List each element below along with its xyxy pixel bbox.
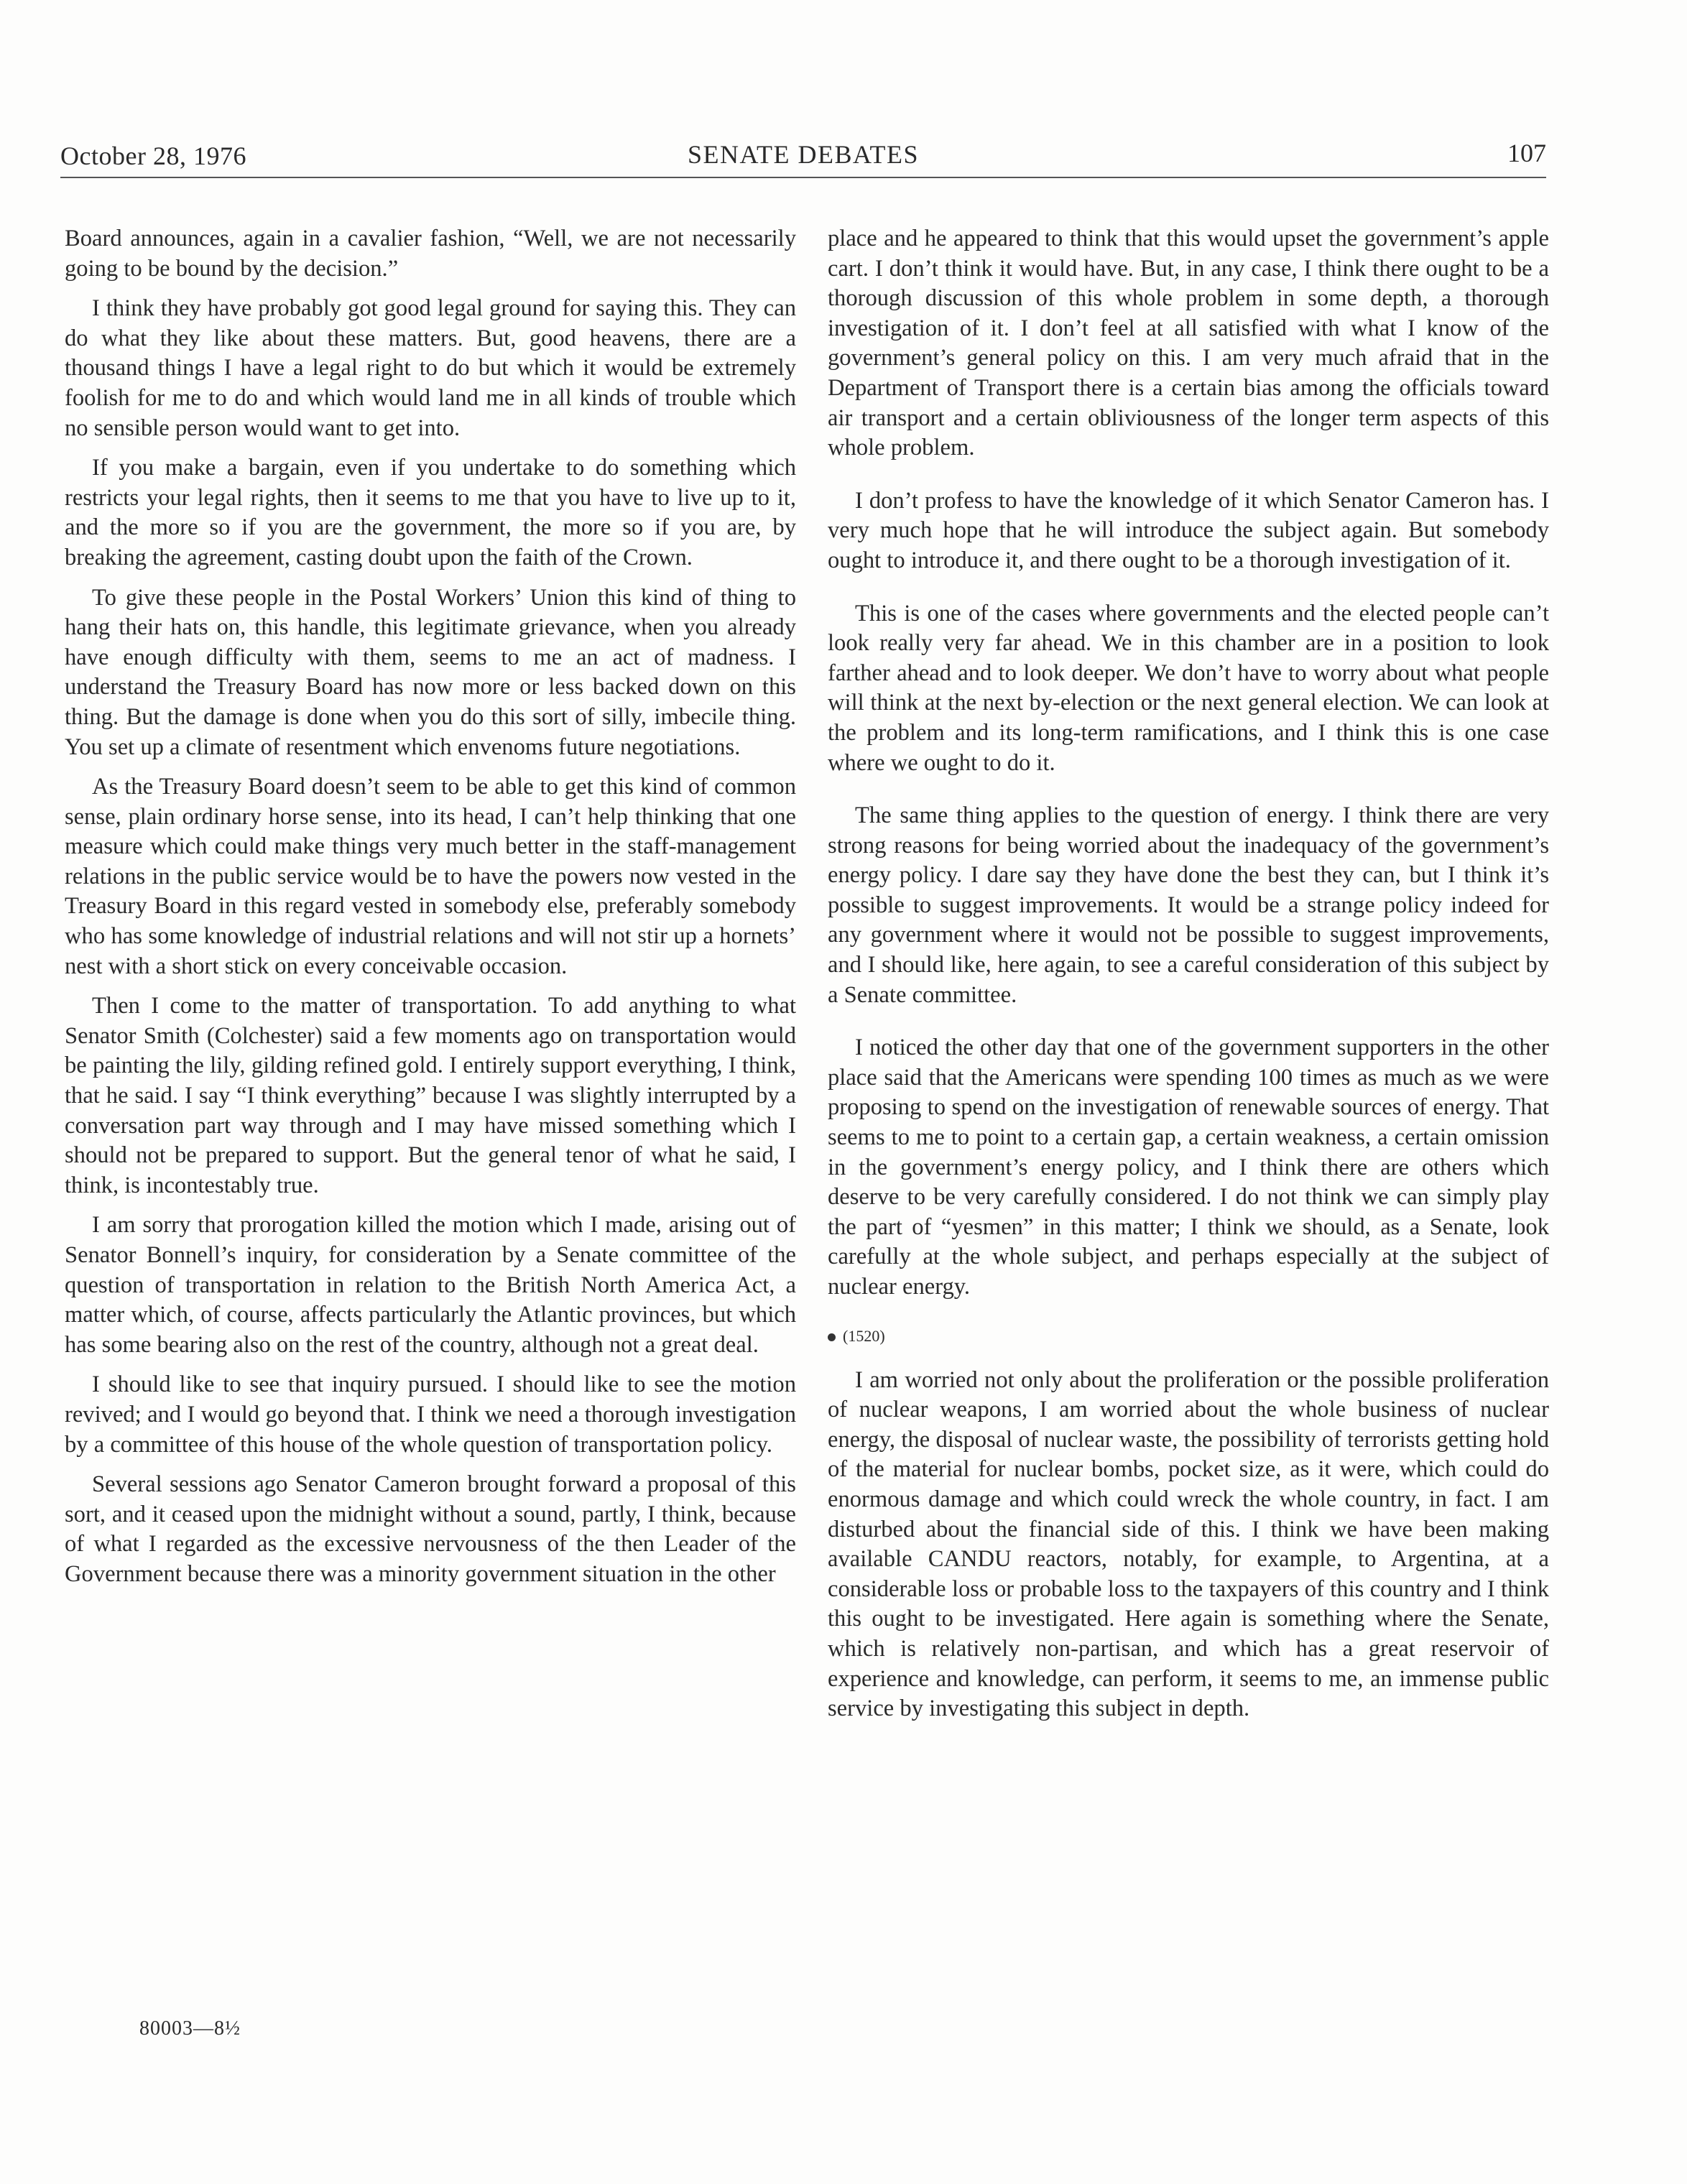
paragraph: Then I come to the matter of transportation. To add anything to what Senator Smith (Colchester) said a few moments ago on transportation would be painting the lily, gilding refined gold. I entirely support everything, I think, that he said. I say “I think everything” because I was slightly interrupted by a conversation part way through and I may have missed something which I should not be prepared to support. But the general tenor of what he said, I think, is incontestably true. bbox=[65, 993, 796, 1198]
page-number: 107 bbox=[1507, 139, 1546, 167]
paragraph: As the Treasury Board doesn’t seem to be able to get this kind of common sense, plain ordinary horse sense, into its head, I can’t help thinking that one measure which could make things very much better in the staff-management relations in the public service would be to have the powers now vested in the Treasury Board in this regard vested in somebody else, preferably somebody who has some knowledge of industrial relations and will not stir up a hornets’ nest with a short stick on every conceivable occasion. bbox=[65, 774, 796, 979]
time-marker bbox=[828, 1325, 1549, 1347]
paragraph: This is one of the cases where governments and the elected people can’t look really very far ahead. We in this chamber are in a position to look farther ahead and to look deeper. We don’t have to worry about what people will think at the next by-election or the next general election. We can look at the problem and its long-term ramifications, and I think this is one case where we ought to do it. bbox=[828, 600, 1549, 776]
paragraph: Several sessions ago Senator Cameron brought forward a proposal of this sort, and it ceased upon the midnight without a sound, partly, I think, because of what I regarded as the excessive nervousness of the then Leader of the Government because there was a minority government situation in the other bbox=[65, 1471, 796, 1587]
paragraph: I am sorry that prorogation killed the motion which I made, arising out of Senator Bonnell’s inquiry, for consideration by a Senate committee of the question of transportation in relation to the British North America Act, a matter which, of course, affects particularly the Atlantic provinces, but which has some bearing also on the rest of the country, although not a great deal. bbox=[65, 1212, 796, 1358]
paragraph: Board announces, again in a cavalier fashion, “Well, we are not necessarily going to be bound by the decision.” bbox=[65, 226, 796, 282]
header-date: October 28, 1976 bbox=[60, 142, 246, 170]
right-column bbox=[828, 224, 1549, 1734]
paragraph: I noticed the other day that one of the government supporters in the other place said that the Americans were spending 100 times as much as we were proposing to spend on the investigation of renewable sources of energy. That seems to me to point to a certain gap, a certain weakness, a certain omission in the government’s energy policy, and I think there are others which deserve to be very carefully considered. I do not think we can simply play the part of “yesmen” in this matter; I think we should, as a Senate, look carefully at the whole subject, and perhaps especially at the subject of nuclear energy. bbox=[828, 1035, 1549, 1300]
paragraph: The same thing applies to the question of energy. I think there are very strong reasons for being worried about the inadequacy of the government’s energy policy. I dare say they have done the best they can, but I think it’s possible to suggest improvements. It would be a strange policy indeed for any government where it would not be possible to suggest improvements, and I should like, here again, to see a careful consideration of this subject by a Senate committee. bbox=[828, 802, 1549, 1008]
running-header bbox=[60, 136, 1546, 178]
paragraph: To give these people in the Postal Workers’ Union this kind of thing to hang their hats on, this handle, this legitimate grievance, when you already have enough difficulty with them, seems to me an act of madness. I understand the Treasury Board has now more or less backed down on this thing. But the damage is done when you do this sort of silly, imbecile thing. You set up a climate of resentment which envenoms future negotiations. bbox=[65, 584, 796, 760]
time-marker-label: (1520) bbox=[843, 1326, 885, 1345]
header-title: SENATE DEBATES bbox=[687, 140, 919, 169]
paragraph: If you make a bargain, even if you undertake to do something which restricts your legal rights, then it seems to me that you have to live up to it, and the more so if you are the government, the more so if you are, by breaking the agreement, casting doubt upon the faith of the Crown. bbox=[65, 455, 796, 570]
bullet-icon bbox=[828, 1333, 836, 1341]
paragraph: I don’t profess to have the knowledge of it which Senator Cameron has. I very much hope that he will introduce the subject again. But somebody ought to introduce it, and there ought to be a thorough investigation of it. bbox=[828, 487, 1549, 573]
paragraph: I should like to see that inquiry pursued. I should like to see the motion revived; and I would go beyond that. I think we need a thorough investigation by a committee of this house of the whole question of transportation policy. bbox=[65, 1371, 796, 1458]
left-column bbox=[65, 224, 796, 1600]
paragraph: I think they have probably got good legal ground for saying this. They can do what they like about these matters. But, good heavens, there are a thousand things I have a legal right to do but which it would be extremely foolish for me to do and which would land me in all kinds of trouble which no sensible person would want to get into. bbox=[65, 295, 796, 441]
paragraph: place and he appeared to think that this would upset the government’s apple cart. I don’t think it would have. But, in any case, I think there ought to be a thorough discussion of this whole problem in some depth, a thorough investigation of it. I don’t feel at all satisfied with what I know of the government’s general policy on this. I am very much afraid that in the Department of Transport there is a certain bias among the officials toward air transport and a certain obliviousness of the longer term aspects of this whole problem. bbox=[828, 226, 1549, 461]
print-code: 80003—8½ bbox=[139, 2017, 241, 2040]
paragraph: I am worried not only about the proliferation or the possible proliferation of nuclear weapons, I am worried about the whole business of nuclear energy, the disposal of nuclear waste, the possibility of terrorists getting hold of the material for nuclear bombs, pocket size, as it were, which could do enormous damage and which could wreck the whole country, in fact. I am disturbed about the financial side of this. I think we have been making available CANDU reactors, notably, for example, to Argentina, at a considerable loss or probable loss to the taxpayers of this country and I think this ought to be investigated. Here again is something where the Senate, which is relatively non-partisan, and which has a great reservoir of experience and knowledge, can perform, it seems to me, an immense public service by investigating this subject in depth. bbox=[828, 1366, 1549, 1722]
